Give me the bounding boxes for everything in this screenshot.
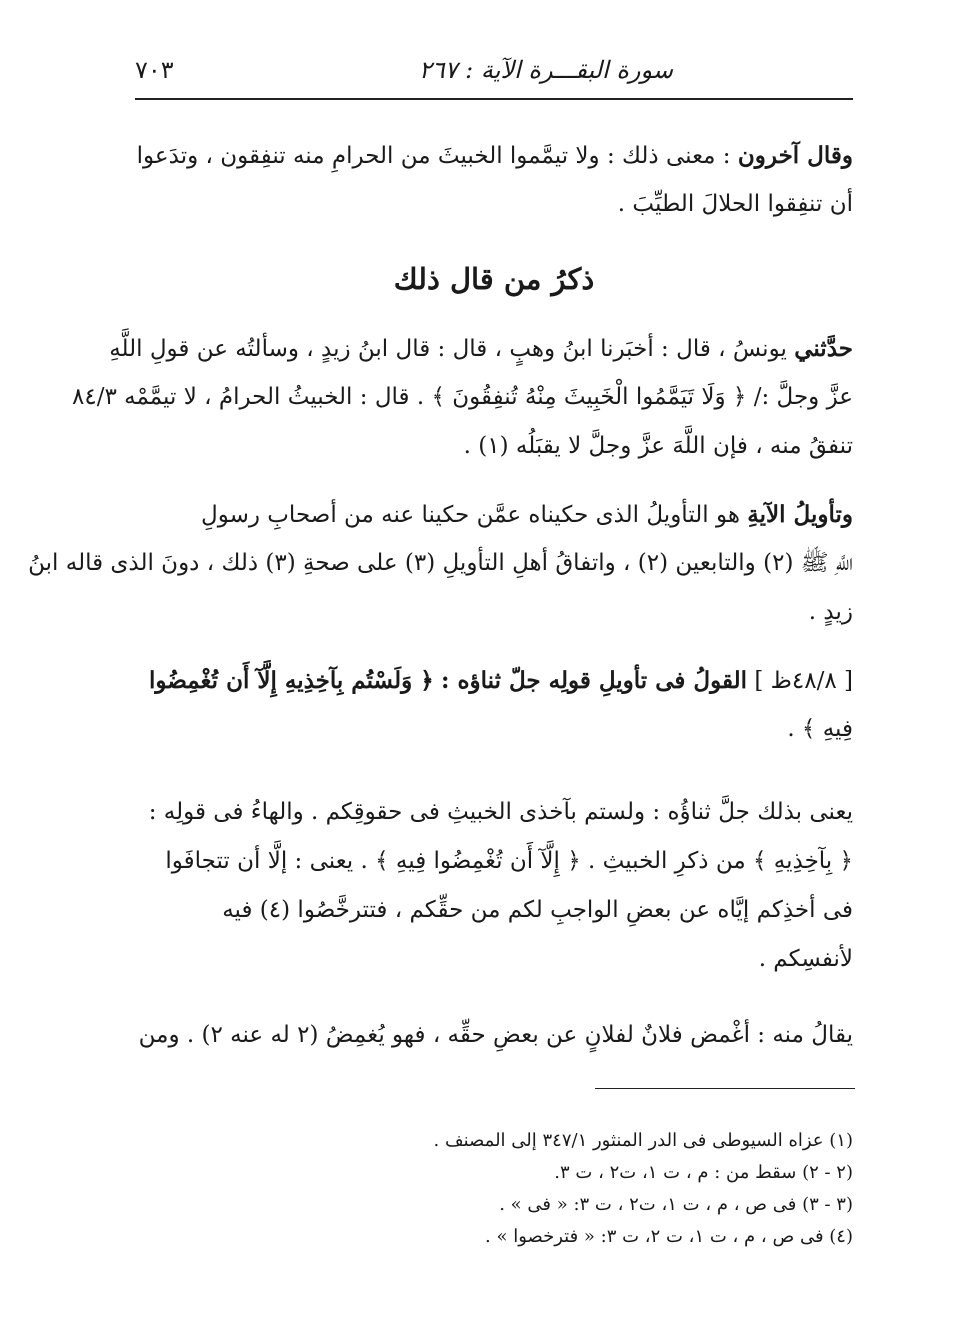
text-line: فِيهِ ﴾ . — [787, 716, 853, 742]
text-line: فى أخذِكم إيَّاه عن بعضِ الواجبِ لكم من حقِّكم ، فتترخَّصُوا (٤) فيه — [222, 897, 853, 923]
text-line: حدَّثني يونسُ ، قال : أخبَرنا ابنُ وهبٍ ، قال : قال ابنُ زيدٍ ، وسألتُه عن قولِ اللَّهِ — [109, 335, 853, 362]
text-line: أن تنفِقوا الحلالَ الطيِّبَ . — [617, 191, 853, 217]
surah-verse-title: سورة البقـــرة الآية : ٢٦٧ — [418, 56, 673, 84]
text-line: يعنى بذلك جلَّ ثناؤُه : ولستم بآخذى الخبيثِ فى حقوقِكم . والهاءُ فى قولِه : — [148, 799, 853, 825]
footnote: (١) عزاه السيوطى فى الدر المنثور ٣٤٧/١ إلى المصنف . — [433, 1130, 853, 1151]
footnote-divider — [595, 1088, 855, 1089]
lead-phrase: وتأويلُ الآيةِ — [747, 501, 853, 528]
page-number: ٧٠٣ — [135, 56, 174, 84]
running-header — [135, 52, 853, 92]
section-title: القولُ فى تأويلِ قولِه جلّ ثناؤه : — [440, 667, 748, 694]
text-line: زيدٍ . — [808, 599, 853, 625]
paragraph-meaning — [135, 788, 853, 984]
text-line: ﴿ بِآخِذِيهِ ﴾ من ذكرِ الخبيثِ . ﴿ إِلَّآ أَن تُغْمِضُوا فِيهِ ﴾ . يعنى : إلَّا أن تتجافَوا — [165, 848, 853, 874]
footnote: (٢ - ٢) سقط من : م ، ت ١، ت٢ ، ت ٣. — [554, 1162, 853, 1183]
section-verse-heading — [135, 656, 853, 754]
text-line: اللَّهِ ﷺ (٢) والتابعين (٢) ، واتفاقُ أهلِ التأويلِ (٣) على صحةِ (٣) ذلك ، دونَ الذى قاله ابنُ — [28, 550, 853, 576]
lead-phrase: وقال آخرون — [737, 142, 853, 169]
manuscript-reference: [ ٤٨/٨ظ ] — [754, 668, 853, 694]
paragraph-narration — [72, 324, 853, 471]
section-heading: ذكرُ من قال ذلك — [393, 262, 595, 296]
lead-phrase: حدَّثني — [794, 335, 853, 362]
text-line: تنفقُ منه ، فإن اللَّهَ عزَّ وجلَّ لا يقبَلُه (١) . — [463, 433, 853, 459]
text-line: لأنفسِكم . — [758, 946, 853, 972]
text-line: يقالُ منه : أغْمض فلانٌ لفلانٍ عن بعضِ حقِّه ، فهو يُغمِضُ (٢ له عنه ٢) . ومن — [138, 1022, 853, 1048]
header-divider — [135, 98, 853, 100]
text-line: وتأويلُ الآيةِ هو التأويلُ الذى حكيناه عمَّن حكينا عنه من أصحابِ رسولِ — [201, 501, 853, 528]
text-line: وقال آخرون : معنى ذلك : ولا تيمَّموا الخبيثَ من الحرامِ منه تنفِقون ، وتدَعوا — [136, 142, 853, 169]
footnote: (٤) فى ص ، م ، ت ١، ت ٢، ت ٣: « فترخصوا » . — [485, 1226, 853, 1247]
quran-verse: ﴿ وَلَسْتُم بِآخِذِيهِ إِلَّآ أَن تُغْمِضُوا — [149, 667, 434, 694]
text-line: عزَّ وجلَّ :/ ﴿ وَلَا تَيَمَّمُوا الْخَبِيثَ مِنْهُ تُنفِقُونَ ﴾ . قال : الخبيثُ الحرامُ ، لا تيمَّمْه ٨٤/٣ — [72, 384, 853, 410]
footnotes — [135, 1125, 853, 1253]
paragraph-others-said — [135, 131, 853, 229]
footnote: (٣ - ٣) فى ص ، م ، ت ١، ت٢ ، ت ٣: « فى » . — [499, 1194, 853, 1215]
paragraph-usage — [135, 1011, 853, 1060]
text-line — [135, 656, 853, 705]
paragraph-interpretation — [28, 490, 853, 637]
